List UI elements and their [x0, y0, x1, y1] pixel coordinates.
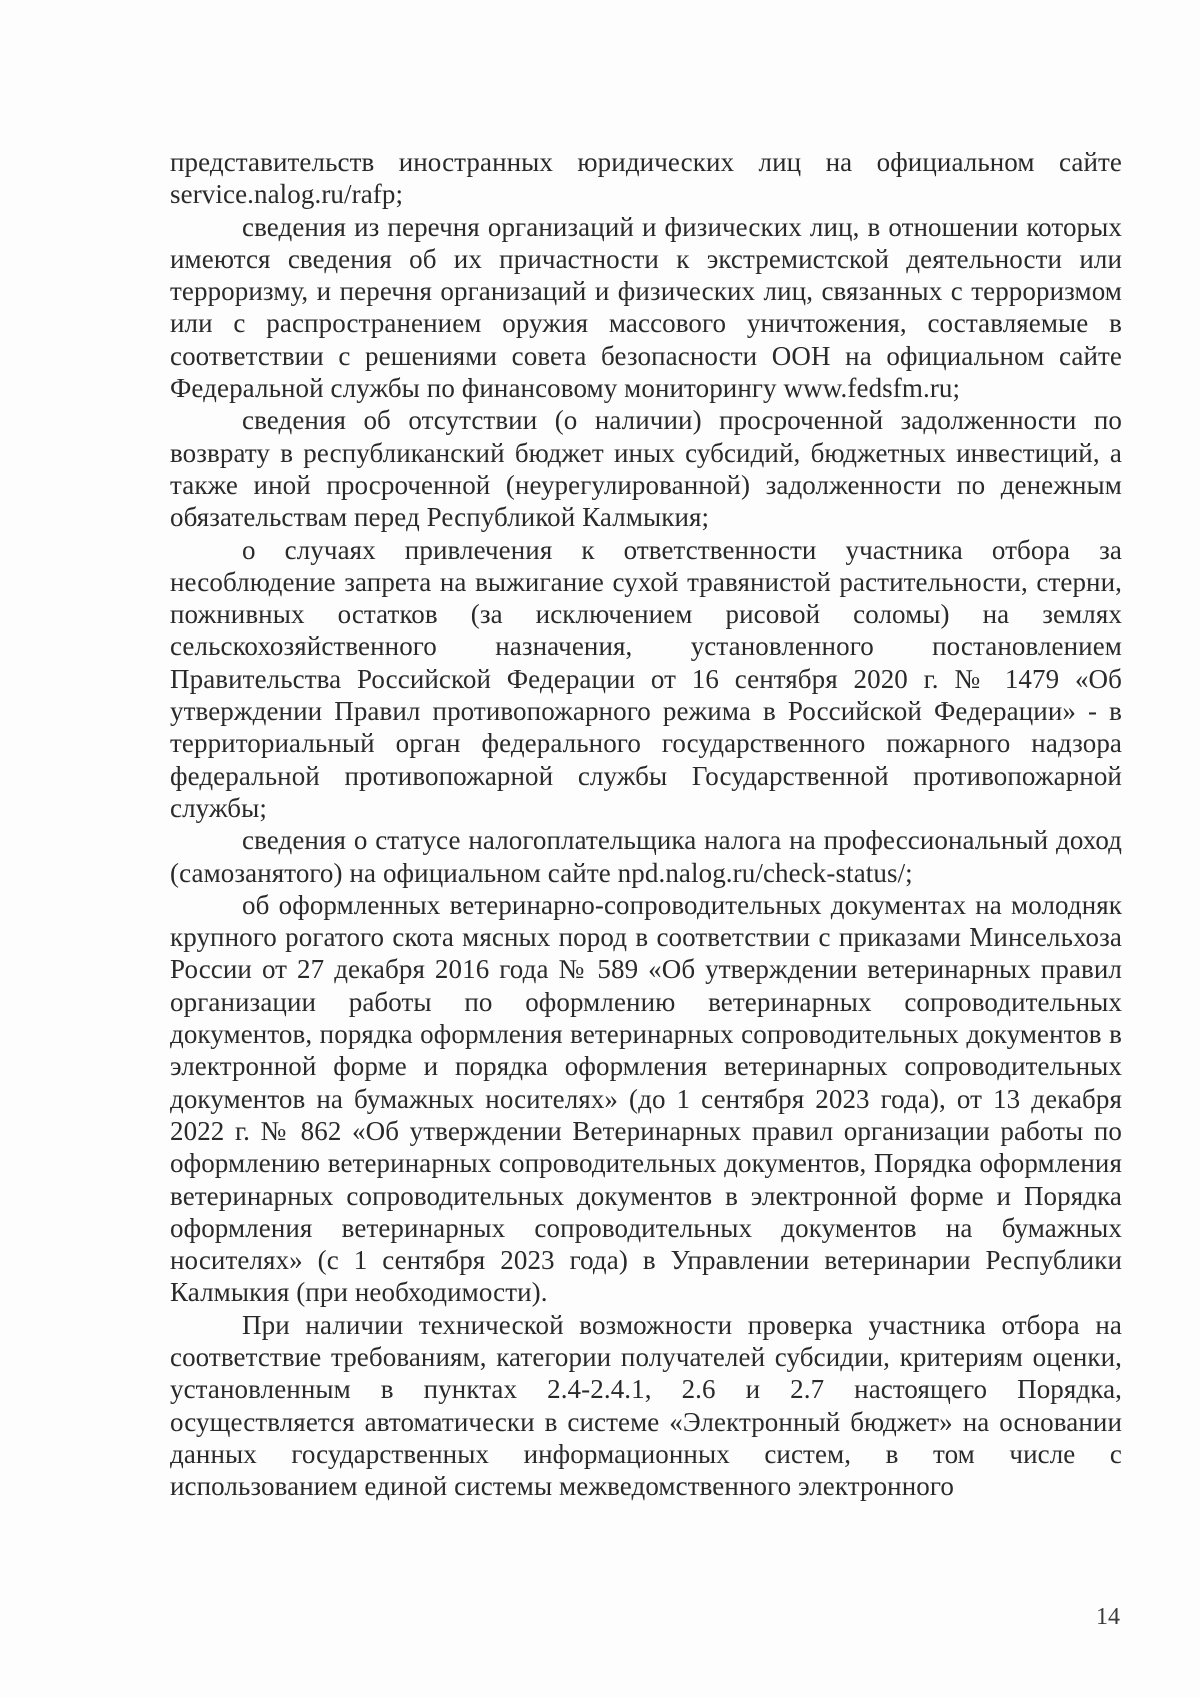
- paragraph-6: об оформленных ветеринарно-сопроводительных документах на молодняк крупного рогатого скота мясных пород в соответствии с приказами Минсельхоза России от 27 декабря 2016 года № 589 «Об утверждении ветеринарных правил организации работы по оформлению ветеринарных сопроводительных документов, порядка оформления ветеринарных сопроводительных документов в электронной форме и порядка оформления ветеринарных сопроводительных документов на бумажных носителях» (до 1 сентября 2023 года), от 13 декабря 2022 г. № 862 «Об утверждении Ветеринарных правил организации работы по оформлению ветеринарных сопроводительных документов, Порядка оформления ветеринарных сопроводительных документов в электронной форме и Порядка оформления ветеринарных сопроводительных документов на бумажных носителях» (с 1 сентября 2023 года) в Управлении ветеринарии Республики Калмыкия (при необходимости).: [170, 889, 1122, 1308]
- paragraph-4: о случаях привлечения к ответственности участника отбора за несоблюдение запрета на выжигание сухой травянистой растительности, стерни, пожнивных остатков (за исключением рисовой соломы) на землях сельскохозяйственного назначения, установленного постановлением Правительства Российской Федерации от 16 сентября 2020 г. № 1479 «Об утверждении Правил противопожарного режима в Российской Федерации» - в территориальный орган федерального государственного пожарного надзора федеральной противопожарной службы Государственной противопожарной службы;: [170, 534, 1122, 823]
- paragraph-2: сведения из перечня организаций и физических лиц, в отношении которых имеются сведения об их причастности к экстремистской деятельности или терроризму, и перечня организаций и физических лиц, связанных с терроризмом или с распространением оружия массового уничтожения, составляемые в соответствии с решениями совета безопасности ООН на официальном сайте Федеральной службы по финансовому мониторингу www.fedsfm.ru;: [170, 211, 1122, 404]
- paragraph-1: представительств иностранных юридических лиц на официальном сайте service.nalog.ru/rafp;: [170, 147, 1122, 210]
- page-number: 14: [1096, 1604, 1120, 1630]
- document-body: [170, 146, 1122, 1502]
- paragraph-3: сведения об отсутствии (о наличии) просроченной задолженности по возврату в республиканский бюджет иных субсидий, бюджетных инвестиций, а также иной просроченной (неурегулированной) задолженности по денежным обязательствам перед Республикой Калмыкия;: [170, 405, 1122, 533]
- paragraph-5: сведения о статусе налогоплательщика налога на профессиональный доход (самозанятого) на официальном сайте npd.nalog.ru/check-status/;: [170, 825, 1122, 888]
- paragraph-7: При наличии технической возможности проверка участника отбора на соответствие требованиям, категории получателей субсидии, критериям оценки, установленным в пунктах 2.4-2.4.1, 2.6 и 2.7 настоящего Порядка, осуществляется автоматически в системе «Электронный бюджет» на основании данных государственных информационных систем, в том числе с использованием единой системы межведомственного электронного: [170, 1309, 1122, 1502]
